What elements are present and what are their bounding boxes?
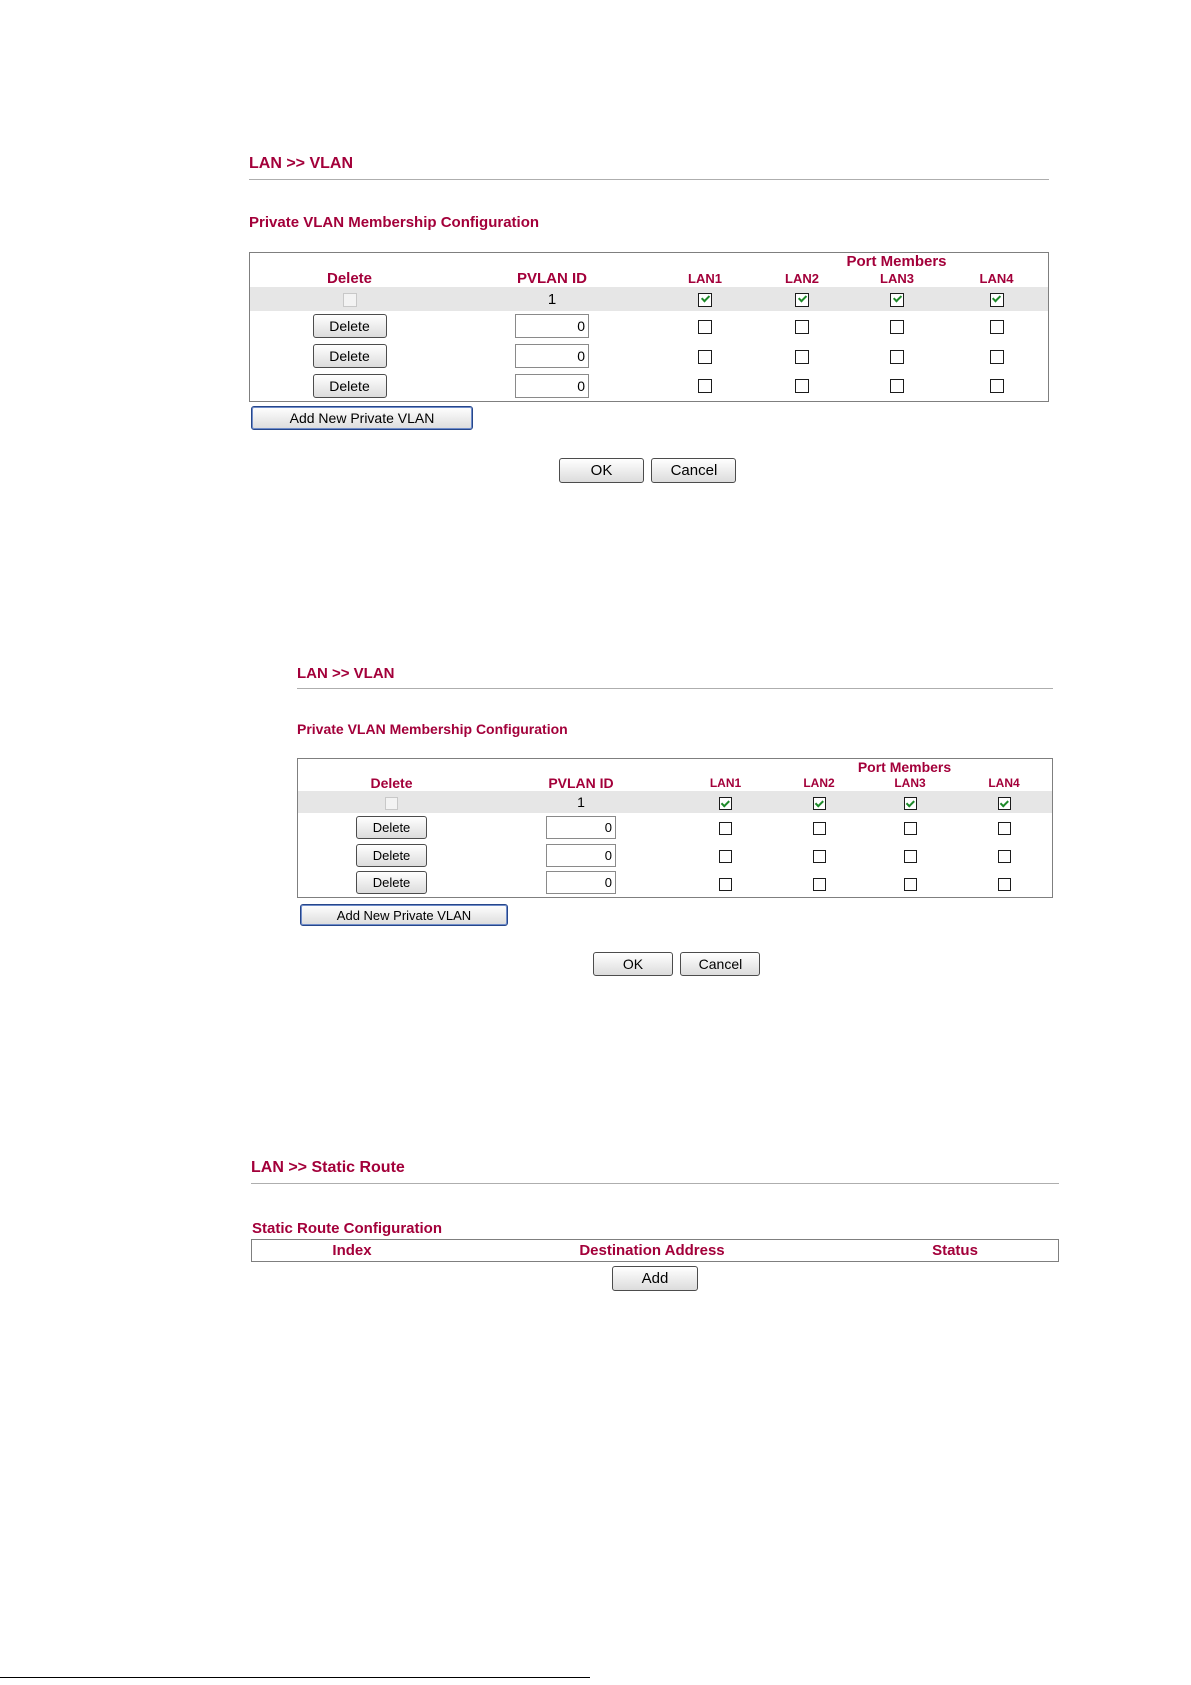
- lan2-checkbox[interactable]: [795, 293, 809, 307]
- pvlan-id-value: 1: [449, 287, 655, 311]
- lan3-checkbox[interactable]: [904, 878, 917, 891]
- delete-button[interactable]: Delete: [313, 314, 387, 338]
- static-route-table: [251, 1239, 1059, 1262]
- section-title: Private VLAN Membership Configuration: [249, 214, 540, 231]
- vlan-panel-1: [249, 155, 1049, 479]
- table-row: [298, 813, 1053, 841]
- lan3-column-header: LAN3: [894, 776, 926, 790]
- destination-column-header: Destination Address: [579, 1242, 725, 1259]
- table-row: [250, 371, 1049, 401]
- cancel-button[interactable]: Cancel: [680, 952, 760, 976]
- lan3-checkbox[interactable]: [904, 797, 917, 810]
- add-button[interactable]: Add: [612, 1266, 698, 1291]
- page-title: LAN >> VLAN: [297, 665, 1053, 689]
- port-members-header: Port Members: [846, 253, 947, 270]
- lan4-checkbox[interactable]: [990, 320, 1004, 334]
- add-new-private-vlan-button[interactable]: Add New Private VLAN: [300, 904, 508, 926]
- table-row: [298, 869, 1053, 897]
- lan3-checkbox[interactable]: [904, 850, 917, 863]
- cancel-button[interactable]: Cancel: [651, 458, 736, 483]
- lan1-checkbox[interactable]: [719, 850, 732, 863]
- pvlan-id-input[interactable]: [515, 314, 589, 338]
- static-route-panel: [251, 1159, 1059, 1287]
- table-row: [250, 341, 1049, 371]
- lan1-checkbox[interactable]: [719, 878, 732, 891]
- lan1-column-header: LAN1: [688, 271, 722, 286]
- lan4-checkbox[interactable]: [998, 850, 1011, 863]
- lan4-column-header: LAN4: [979, 271, 1014, 286]
- port-members-header: Port Members: [857, 759, 952, 775]
- page-title: LAN >> VLAN: [249, 155, 1049, 180]
- pvlan-id-input[interactable]: [546, 871, 616, 894]
- delete-checkbox[interactable]: [385, 797, 398, 810]
- delete-button[interactable]: Delete: [313, 344, 387, 368]
- lan1-checkbox[interactable]: [698, 320, 712, 334]
- section-title: Static Route Configuration: [252, 1220, 442, 1237]
- lan3-checkbox[interactable]: [890, 293, 904, 307]
- lan4-checkbox[interactable]: [990, 293, 1004, 307]
- lan1-column-header: LAN1: [709, 776, 742, 790]
- pvlan-table: [297, 758, 1053, 898]
- pvlan-id-input[interactable]: [515, 374, 589, 398]
- lan2-checkbox[interactable]: [795, 379, 809, 393]
- lan2-checkbox[interactable]: [813, 850, 826, 863]
- form-actions: [593, 952, 760, 976]
- add-new-private-vlan-button[interactable]: Add New Private VLAN: [251, 406, 473, 430]
- table-row: [298, 841, 1053, 869]
- lan3-checkbox[interactable]: [890, 379, 904, 393]
- delete-button[interactable]: Delete: [356, 844, 427, 867]
- lan1-checkbox[interactable]: [698, 293, 712, 307]
- lan4-checkbox[interactable]: [998, 822, 1011, 835]
- lan4-checkbox[interactable]: [990, 379, 1004, 393]
- pvlan-id-input[interactable]: [546, 844, 616, 867]
- status-column-header: Status: [932, 1242, 978, 1259]
- pvlan-id-column-header: PVLAN ID: [548, 775, 614, 791]
- pvlan-id-value: 1: [485, 791, 677, 813]
- delete-button[interactable]: Delete: [313, 374, 387, 398]
- lan2-checkbox[interactable]: [795, 320, 809, 334]
- delete-column-header: Delete: [370, 775, 413, 791]
- lan2-checkbox[interactable]: [813, 822, 826, 835]
- lan2-column-header: LAN2: [785, 271, 819, 286]
- lan1-checkbox[interactable]: [719, 822, 732, 835]
- index-column-header: Index: [332, 1242, 372, 1259]
- lan4-column-header: LAN4: [988, 776, 1020, 790]
- lan4-checkbox[interactable]: [998, 797, 1011, 810]
- lan1-checkbox[interactable]: [719, 797, 732, 810]
- table-row: [250, 287, 1049, 311]
- delete-checkbox[interactable]: [343, 293, 357, 307]
- page-title: LAN >> Static Route: [251, 1159, 1059, 1184]
- lan1-checkbox[interactable]: [698, 379, 712, 393]
- page-divider: [0, 1677, 590, 1678]
- ok-button[interactable]: OK: [559, 458, 644, 483]
- delete-column-header: Delete: [326, 270, 373, 287]
- lan2-checkbox[interactable]: [795, 350, 809, 364]
- table-row: [298, 791, 1053, 813]
- lan4-checkbox[interactable]: [990, 350, 1004, 364]
- vlan-panel-2: [297, 665, 1053, 972]
- section-title: Private VLAN Membership Configuration: [297, 721, 568, 737]
- pvlan-id-input[interactable]: [515, 344, 589, 368]
- delete-button[interactable]: Delete: [356, 816, 427, 839]
- lan3-column-header: LAN3: [880, 271, 914, 286]
- lan4-checkbox[interactable]: [998, 878, 1011, 891]
- lan2-checkbox[interactable]: [813, 797, 826, 810]
- pvlan-id-input[interactable]: [546, 816, 616, 839]
- lan2-column-header: LAN2: [803, 776, 835, 790]
- pvlan-id-column-header: PVLAN ID: [516, 270, 587, 287]
- delete-button[interactable]: Delete: [356, 871, 427, 894]
- table-row: [250, 311, 1049, 341]
- lan3-checkbox[interactable]: [904, 822, 917, 835]
- lan3-checkbox[interactable]: [890, 320, 904, 334]
- lan1-checkbox[interactable]: [698, 350, 712, 364]
- ok-button[interactable]: OK: [593, 952, 673, 976]
- form-actions: [559, 458, 736, 483]
- lan3-checkbox[interactable]: [890, 350, 904, 364]
- pvlan-table: [249, 252, 1049, 402]
- lan2-checkbox[interactable]: [813, 878, 826, 891]
